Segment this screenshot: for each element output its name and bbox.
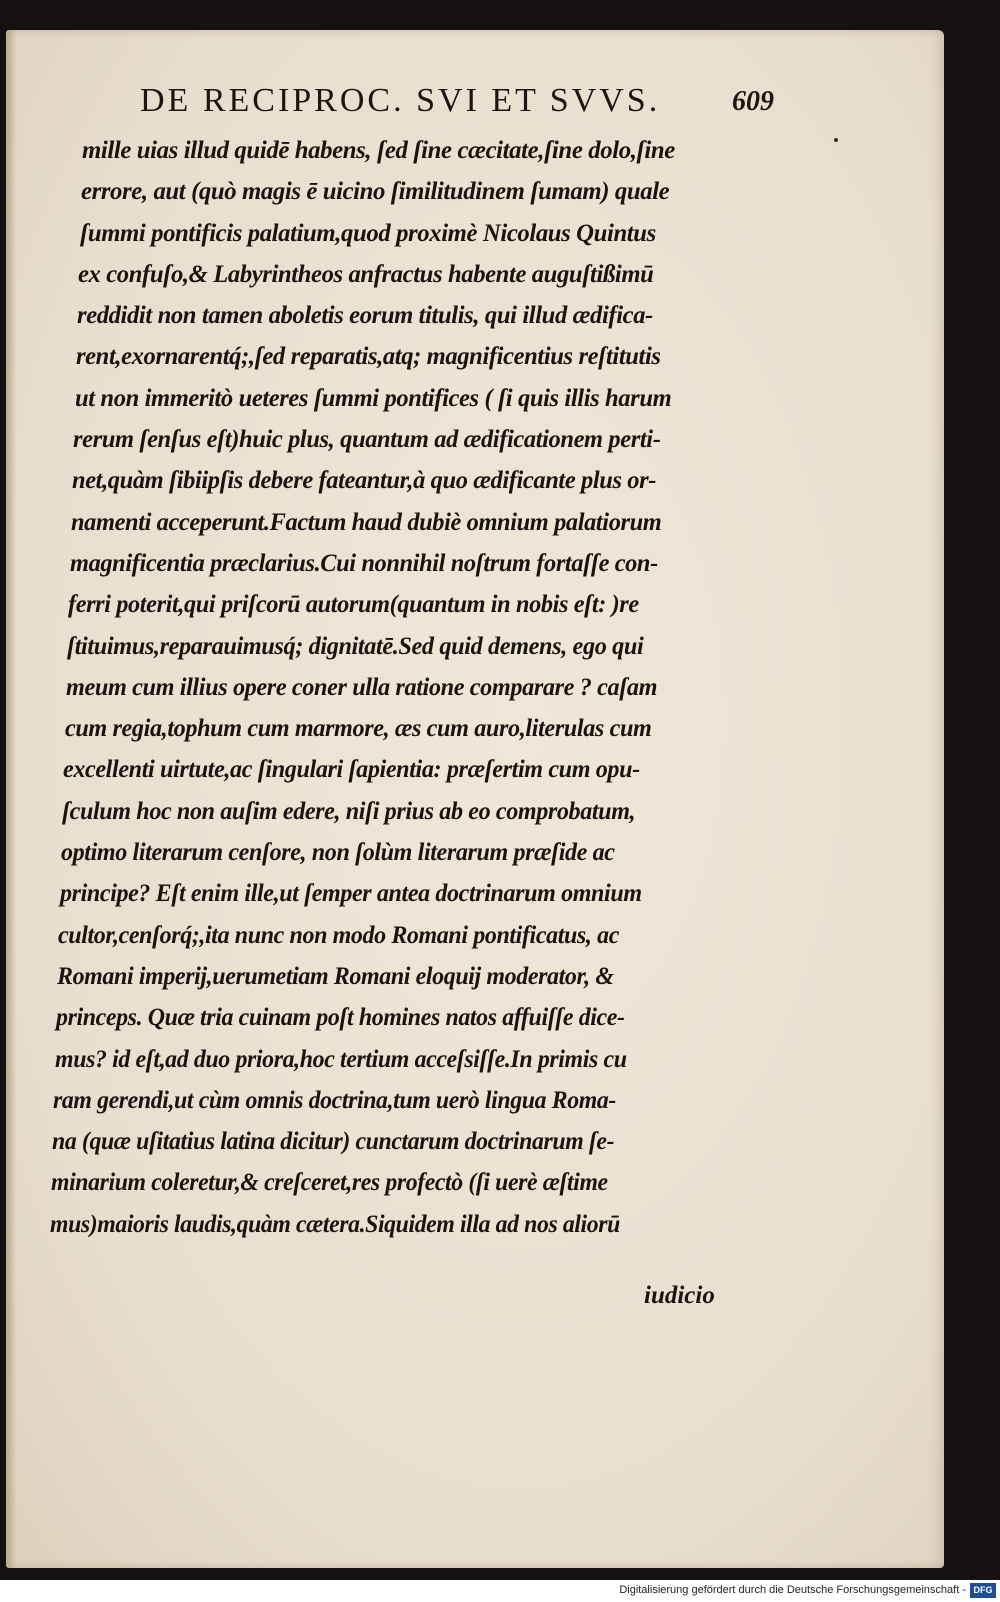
- text-line: ferri poterit,qui priſcorū autorum(quantum in nobis eſt: )re: [68, 591, 639, 619]
- text-line: ſummi pontificis palatium,quod proximè Nicolaus Quintus: [80, 219, 656, 247]
- dfg-logo: DFG: [970, 1583, 996, 1598]
- text-line: errore, aut (quò magis ē uicino ſimilitudinem ſumam) quale: [81, 178, 670, 206]
- text-line: minarium coleretur,& creſceret,res profectò (ſi uerè æſtime: [51, 1169, 608, 1197]
- main-text: [48, 130, 788, 1245]
- funding-credit: Digitalisierung gefördert durch die Deutsche Forschungsgemeinschaft -: [619, 1584, 966, 1596]
- text-line: na (quæ uſitatius latina dicitur) cunctarum doctrinarum ſe-: [52, 1128, 615, 1156]
- text-line: cultor,cenſorq́;,ita nunc non modo Romani pontificatus, ac: [58, 921, 619, 949]
- text-line: namenti acceperunt.Factum haud dubiè omnium palatiorum: [71, 508, 662, 536]
- text-line: reddidit non tamen aboletis eorum titulis, qui illud ædifica-: [77, 302, 653, 330]
- text-line: cum regia,tophum cum marmore, æs cum auro,literulas cum: [65, 715, 652, 743]
- text-line: ex confuſo,& Labyrintheos anfractus habente auguſtißimū: [78, 260, 654, 288]
- text-line: magnificentia præclarius.Cui nonnihil noſtrum fortaſſe con-: [70, 549, 658, 577]
- page-number: 609: [732, 86, 774, 117]
- ink-speck: [834, 138, 838, 142]
- catchword: iudicio: [644, 1282, 715, 1309]
- footer-bar: [0, 1580, 1000, 1602]
- text-line: princeps. Quæ tria cuinam poſt homines natos affuiſſe dice-: [56, 1004, 625, 1032]
- text-line: net,quàm ſibiipſis debere fateantur,à quo ædificante plus or-: [72, 467, 657, 495]
- text-line: mus? id eſt,ad duo priora,hoc tertium acceſsiſſe.In primis cu: [55, 1045, 627, 1073]
- text-line: excellenti uirtute,ac ſingulari ſapientia: præſertim cum opu-: [63, 756, 640, 784]
- text-line: meum cum illius opere coner ulla ratione comparare ? caſam: [66, 673, 658, 701]
- text-line: ſculum hoc non auſim edere, niſi prius ab eo comprobatum,: [62, 797, 636, 825]
- text-line: ſtituimus,reparauimusq́; dignitatē.Sed quid demens, ego qui: [67, 632, 644, 660]
- text-line: mille uias illud quidē habens, ſed ſine cæcitate,ſine dolo,ſine: [82, 137, 675, 164]
- text-line: mus)maioris laudis,quàm cætera.Siquidem illa ad nos aliorū: [50, 1210, 620, 1238]
- running-head: DE RECIPROC. SVI ET SVVS.: [140, 82, 661, 119]
- text-line: ram gerendi,ut cùm omnis doctrina,tum uerò lingua Roma-: [53, 1086, 616, 1114]
- text-line: Romani imperij,uerumetiam Romani eloquij moderator, &: [57, 962, 614, 990]
- text-line: principe? Eſt enim ille,ut ſemper antea doctrinarum omnium: [60, 880, 642, 908]
- text-line: ut non immeritò ueteres ſummi pontifices ( ſi quis illis harum: [75, 384, 672, 412]
- page-edge-shadow: [6, 30, 16, 1568]
- text-line: optimo literarum cenſore, non ſolùm literarum præſide ac: [61, 839, 615, 867]
- text-line: rerum ſenſus eſt)huic plus, quantum ad ædificationem perti-: [73, 426, 661, 454]
- text-line: rent,exornarentq́;,ſed reparatis,atq; magnificentius reſtitutis: [76, 343, 661, 371]
